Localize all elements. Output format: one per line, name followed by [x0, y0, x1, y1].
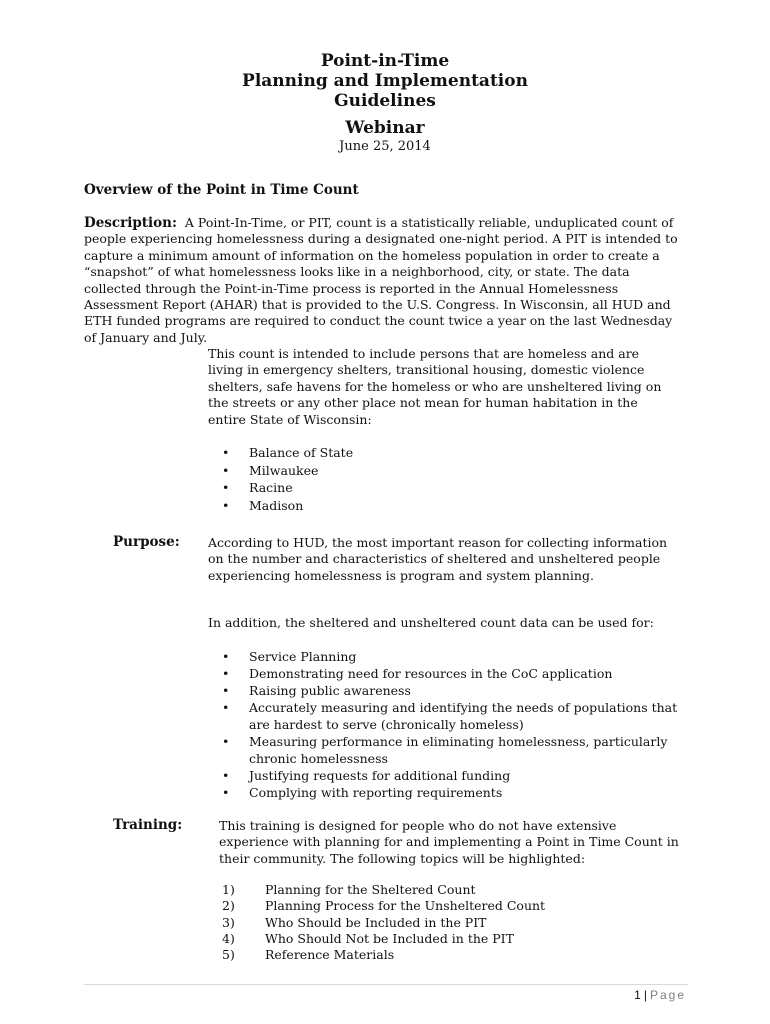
document-subtitle: Webinar [345, 118, 425, 138]
bullet-icon: • [222, 649, 230, 664]
list-item: • Measuring performance in eliminating homelessness, particularly chronic homelessness [222, 734, 668, 766]
training-paragraph: This training is designed for people who do not have extensive experience with planning for and implementing a Point in Time Count in their community. The following topics will be highlighted: [219, 818, 679, 866]
document-title-line-1: Point-in-Time [320, 51, 450, 71]
bullet-icon: • [222, 734, 230, 749]
training-topics-list [222, 882, 545, 963]
list-item: 2) Planning Process for the Unsheltered Count [222, 898, 546, 914]
footer-separator: | [643, 988, 647, 1002]
description-paragraph [84, 215, 684, 346]
bullet-icon: • [222, 700, 230, 715]
document-date: June 25, 2014 [339, 139, 431, 154]
purpose-paragraph: According to HUD, the most important reason for collecting information on the number and characteristics of sheltered and unsheltered people experiencing homelessness is program and system planning. [208, 535, 668, 583]
page-number: 1 [634, 988, 641, 1002]
title-block [0, 51, 770, 155]
list-item: 5) Reference Materials [222, 947, 395, 963]
list-item: • Madison [222, 497, 304, 513]
uses-list [222, 648, 692, 801]
list-item: • Balance of State [222, 445, 354, 460]
bullet-icon: • [222, 666, 230, 681]
bullet-icon: • [222, 683, 230, 698]
page-word: Page [649, 988, 686, 1002]
overview-heading: Overview of the Point in Time Count [84, 182, 359, 198]
page-footer [634, 988, 686, 1003]
list-item: • Raising public awareness [222, 683, 411, 698]
training-label: Training: [113, 817, 183, 833]
bullet-icon: • [222, 445, 230, 460]
document-title-line-3: Guidelines [334, 91, 436, 111]
list-item: • Service Planning [222, 649, 357, 664]
regions-list [222, 444, 692, 514]
footer-divider [84, 984, 688, 985]
count-paragraph: This count is intended to include persons that are homeless and are living in emergency shelters, transitional housing, domestic violence shelters, safe havens for the homeless or who are unsheltered living on the streets or any other place not mean for human habitation in the entire State of Wisconsin: [208, 346, 662, 427]
description-label: Description: [84, 215, 177, 231]
list-item: 4) Who Should Not be Included in the PIT [222, 930, 514, 946]
bullet-icon: • [222, 462, 230, 478]
purpose-uses-intro: In addition, the sheltered and unsheltered count data can be used for: [208, 615, 654, 630]
list-item: 1) Planning for the Sheltered Count [222, 882, 476, 897]
bullet-icon: • [222, 768, 230, 783]
list-item: • Accurately measuring and identifying the needs of populations that are hardest to serve (chronically homeless) [222, 700, 678, 732]
list-item: 3) Who Should be Included in the PIT [222, 914, 487, 930]
bullet-icon: • [222, 785, 230, 800]
document-title-line-2: Planning and Implementation [242, 71, 528, 91]
description-text: A Point-In-Time, or PIT, count is a statistically reliable, unduplicated count of people experiencing homelessness during a designated one-night period. A PIT is intended to capture a minimum amount of information on the homeless population in order to create a “snapshot” of what homelessness looks like in a neighborhood, city, or state. The data collected through the Point-in-Time process is reported in the Annual Homelessness Assessment Report (AHAR) that is provided to the U.S. Congress. In Wisconsin, all HUD and ETH funded programs are required to conduct the count twice a year on the last Wednesday of January and July. [84, 215, 678, 345]
bullet-icon: • [222, 497, 230, 513]
purpose-label: Purpose: [113, 534, 180, 550]
list-item: • Milwaukee [222, 462, 319, 478]
bullet-icon: • [222, 480, 230, 495]
list-item: • Complying with reporting requirements [222, 785, 503, 800]
list-item: • Racine [222, 480, 293, 495]
list-item: • Demonstrating need for resources in the CoC application [222, 666, 613, 681]
list-item: • Justifying requests for additional funding [222, 768, 511, 783]
